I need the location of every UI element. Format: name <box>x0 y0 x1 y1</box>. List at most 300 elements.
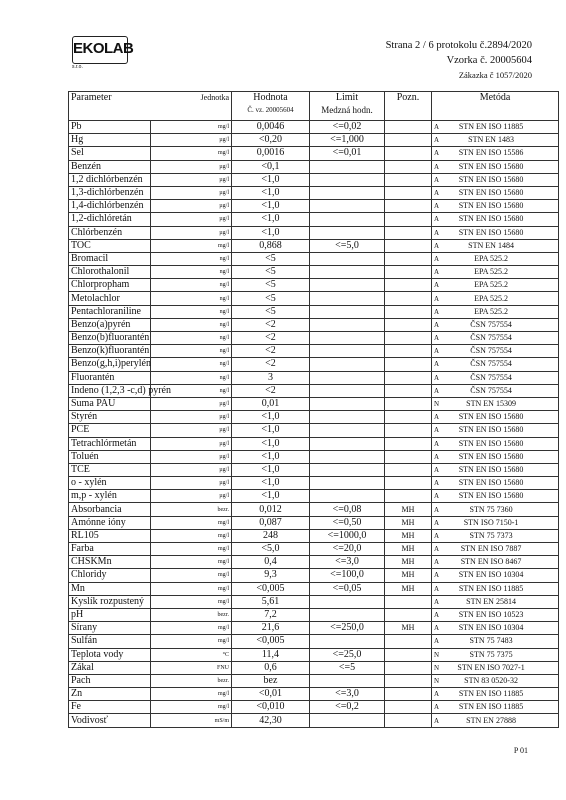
parameter-value: 5,61 <box>232 595 310 608</box>
parameter-limit <box>310 674 385 687</box>
header-unit: Jednotka <box>200 93 229 102</box>
table-row <box>69 397 559 410</box>
parameter-method-cell <box>432 543 559 556</box>
parameter-note <box>385 384 432 397</box>
parameter-note <box>385 701 432 714</box>
parameter-limit <box>310 226 385 239</box>
header-value <box>232 92 310 121</box>
parameter-note <box>385 305 432 318</box>
parameter-note: MH <box>385 529 432 542</box>
parameter-note <box>385 648 432 661</box>
parameter-value: 9,3 <box>232 569 310 582</box>
parameter-method: STN EN ISO 10304 <box>458 570 524 580</box>
parameter-value: <1,0 <box>232 424 310 437</box>
parameter-name: Bromacil <box>69 252 151 265</box>
parameter-note <box>385 477 432 490</box>
parameter-limit: <=250,0 <box>310 622 385 635</box>
parameter-value: <1,0 <box>232 173 310 186</box>
parameter-method-cell <box>432 397 559 410</box>
parameter-note <box>385 318 432 331</box>
company-logo-subtitle: s.r.o. <box>72 64 83 70</box>
accreditation-flag: A <box>434 268 440 277</box>
parameter-name: RL105 <box>69 529 151 542</box>
accreditation-flag: A <box>434 545 440 554</box>
parameter-method-cell <box>432 186 559 199</box>
parameter-method: ČSN 757554 <box>470 333 512 343</box>
parameter-method: STN EN ISO 7027-1 <box>457 662 525 672</box>
table-header-row <box>69 92 559 121</box>
parameter-note <box>385 266 432 279</box>
parameter-unit: ng/l <box>150 266 232 279</box>
parameter-note <box>385 160 432 173</box>
parameter-method: STN 75 7483 <box>469 636 513 646</box>
header-parameter: Parameter <box>71 92 112 103</box>
parameter-name: 1,4-dichlórbenzén <box>69 200 151 213</box>
parameter-name: TCE <box>69 463 151 476</box>
accreditation-flag: A <box>434 716 440 725</box>
parameter-method-cell <box>432 173 559 186</box>
table-row <box>69 622 559 635</box>
accreditation-flag: A <box>434 202 440 211</box>
parameter-name: Vodivosť <box>69 714 151 727</box>
parameter-note <box>385 635 432 648</box>
accreditation-flag: A <box>434 241 440 250</box>
parameter-name: Toluén <box>69 450 151 463</box>
parameter-note <box>385 661 432 674</box>
parameter-method: ČSN 757554 <box>470 359 512 369</box>
parameter-value: <0,01 <box>232 688 310 701</box>
parameter-limit <box>310 266 385 279</box>
parameter-limit: <=25,0 <box>310 648 385 661</box>
parameter-name: Benzo(b)fluorantén <box>69 332 151 345</box>
parameter-limit: <=1,000 <box>310 134 385 147</box>
parameter-name: 1,3-dichlórbenzén <box>69 186 151 199</box>
table-row <box>69 279 559 292</box>
parameter-method: STN 75 7360 <box>469 504 513 514</box>
parameter-limit <box>310 450 385 463</box>
accreditation-flag: A <box>434 123 440 132</box>
parameter-note <box>385 147 432 160</box>
parameter-method: STN EN ISO 11885 <box>458 122 524 132</box>
parameter-limit: <=3,0 <box>310 688 385 701</box>
parameter-unit: mg/l <box>150 516 232 529</box>
accreditation-flag: A <box>434 320 440 329</box>
parameter-note: MH <box>385 503 432 516</box>
parameter-name: Zákal <box>69 661 151 674</box>
parameter-value: <0,20 <box>232 134 310 147</box>
parameter-limit <box>310 292 385 305</box>
parameter-method: STN EN ISO 11885 <box>458 583 524 593</box>
parameter-limit <box>310 397 385 410</box>
table-row <box>69 608 559 621</box>
parameter-limit: <=20,0 <box>310 543 385 556</box>
parameter-name: Chlorothalonil <box>69 266 151 279</box>
parameter-method: STN EN ISO 15680 <box>458 201 524 211</box>
accreditation-flag: A <box>434 584 440 593</box>
parameter-limit <box>310 279 385 292</box>
parameter-name: Benzo(a)pyrén <box>69 318 151 331</box>
accreditation-flag: A <box>434 334 440 343</box>
parameter-name: Sírany <box>69 622 151 635</box>
table-row <box>69 529 559 542</box>
parameter-value: bez <box>232 674 310 687</box>
parameter-unit: ng/l <box>150 371 232 384</box>
parameter-method: STN EN ISO 15586 <box>458 148 524 158</box>
table-row <box>69 569 559 582</box>
header-limit-label: Limit <box>335 92 359 103</box>
parameter-value: <5 <box>232 305 310 318</box>
parameter-value: 0,868 <box>232 239 310 252</box>
parameter-unit: mg/l <box>150 582 232 595</box>
parameter-method: STN EN ISO 11885 <box>458 689 524 699</box>
table-row <box>69 701 559 714</box>
parameter-unit: mg/l <box>150 595 232 608</box>
table-row <box>69 450 559 463</box>
parameter-method-cell <box>432 556 559 569</box>
parameter-name: Hg <box>69 134 151 147</box>
accreditation-flag: A <box>434 228 440 237</box>
parameter-unit: mg/l <box>150 529 232 542</box>
parameter-unit: ng/l <box>150 292 232 305</box>
order-number: Zákazka č 1057/2020 <box>458 70 532 80</box>
parameter-value: 11,4 <box>232 648 310 661</box>
parameter-method: ČSN 757554 <box>470 319 512 329</box>
parameter-method-cell <box>432 463 559 476</box>
parameter-method-cell <box>432 582 559 595</box>
parameter-name: Sulfán <box>69 635 151 648</box>
parameter-limit <box>310 411 385 424</box>
accreditation-flag: A <box>434 611 440 620</box>
table-row <box>69 714 559 727</box>
parameter-value: <2 <box>232 384 310 397</box>
parameter-limit <box>310 608 385 621</box>
parameter-limit: <=0,08 <box>310 503 385 516</box>
accreditation-flag: A <box>434 571 440 580</box>
parameter-method: STN EN 25814 <box>466 596 516 606</box>
parameter-limit <box>310 595 385 608</box>
parameter-unit: µg/l <box>150 226 232 239</box>
parameter-unit: mg/l <box>150 239 232 252</box>
parameter-unit: µg/l <box>150 200 232 213</box>
header-limit-sub: Medzná hodn. <box>321 105 373 115</box>
table-row <box>69 186 559 199</box>
table-row <box>69 463 559 476</box>
accreditation-flag: A <box>434 281 440 290</box>
parameter-note: MH <box>385 622 432 635</box>
parameter-method: STN EN ISO 15680 <box>458 174 524 184</box>
parameter-value: 21,6 <box>232 622 310 635</box>
parameter-limit <box>310 424 385 437</box>
table-row <box>69 345 559 358</box>
parameter-name: Pentachloraniline <box>69 305 151 318</box>
accreditation-flag: A <box>434 558 440 567</box>
table-row <box>69 358 559 371</box>
parameter-value: <1,0 <box>232 450 310 463</box>
parameter-method-cell <box>432 292 559 305</box>
parameter-value: <5 <box>232 266 310 279</box>
parameter-value: <1,0 <box>232 213 310 226</box>
parameter-value: <2 <box>232 358 310 371</box>
parameter-note <box>385 173 432 186</box>
parameter-unit: µg/l <box>150 477 232 490</box>
parameter-method: EPA 525.2 <box>474 293 509 303</box>
parameter-limit: <=100,0 <box>310 569 385 582</box>
parameter-limit <box>310 305 385 318</box>
parameter-note <box>385 252 432 265</box>
parameter-value: 248 <box>232 529 310 542</box>
parameter-name: Metolachlor <box>69 292 151 305</box>
parameter-method-cell <box>432 608 559 621</box>
parameter-name: CHSKMn <box>69 556 151 569</box>
parameter-limit <box>310 635 385 648</box>
accreditation-flag: A <box>434 465 440 474</box>
accreditation-flag: A <box>434 479 440 488</box>
parameter-name: 1,2 dichlórbenzén <box>69 173 151 186</box>
parameter-name: Mn <box>69 582 151 595</box>
parameter-name: TOC <box>69 239 151 252</box>
parameter-limit <box>310 437 385 450</box>
parameter-name: m,p - xylén <box>69 490 151 503</box>
parameter-limit <box>310 252 385 265</box>
accreditation-flag: A <box>434 189 440 198</box>
parameter-unit: mg/l <box>150 688 232 701</box>
parameter-unit: mg/l <box>150 701 232 714</box>
parameter-limit <box>310 463 385 476</box>
parameter-value: <1,0 <box>232 463 310 476</box>
parameter-note <box>385 186 432 199</box>
parameter-note <box>385 608 432 621</box>
parameter-value: 3 <box>232 371 310 384</box>
accreditation-flag: A <box>434 307 440 316</box>
table-row <box>69 582 559 595</box>
parameter-method-cell <box>432 688 559 701</box>
parameter-unit: mg/l <box>150 569 232 582</box>
parameter-method: ČSN 757554 <box>470 346 512 356</box>
parameter-name: Fe <box>69 701 151 714</box>
parameter-value: <1,0 <box>232 437 310 450</box>
header-limit <box>310 92 385 121</box>
parameter-method: STN EN ISO 15680 <box>458 438 524 448</box>
parameter-method: STN EN ISO 10304 <box>458 623 524 633</box>
parameter-limit <box>310 384 385 397</box>
parameter-name: Amónne ióny <box>69 516 151 529</box>
accreditation-flag: A <box>434 149 440 158</box>
parameter-note <box>385 450 432 463</box>
parameter-unit: bezr. <box>150 608 232 621</box>
parameter-value: <2 <box>232 345 310 358</box>
parameter-method-cell <box>432 279 559 292</box>
parameter-note <box>385 358 432 371</box>
company-logo: EKOLAB <box>72 36 128 64</box>
accreditation-flag: A <box>434 347 440 356</box>
parameter-value: <2 <box>232 318 310 331</box>
parameter-unit: µg/l <box>150 173 232 186</box>
table-row <box>69 200 559 213</box>
header-note: Pozn. <box>385 92 432 121</box>
parameter-method: ČSN 757554 <box>470 385 512 395</box>
parameter-name: Styrén <box>69 411 151 424</box>
parameter-limit <box>310 318 385 331</box>
parameter-limit <box>310 213 385 226</box>
parameter-unit: µg/l <box>150 160 232 173</box>
parameter-name: Absorbancia <box>69 503 151 516</box>
parameter-method: STN 75 7373 <box>469 530 513 540</box>
parameter-method: EPA 525.2 <box>474 306 509 316</box>
parameter-method-cell <box>432 252 559 265</box>
accreditation-flag: A <box>434 254 440 263</box>
parameter-unit: µg/l <box>150 397 232 410</box>
parameter-unit: µg/l <box>150 424 232 437</box>
table-row <box>69 332 559 345</box>
parameter-method: STN EN ISO 15680 <box>458 451 524 461</box>
table-row <box>69 477 559 490</box>
table-row <box>69 384 559 397</box>
parameter-note <box>385 226 432 239</box>
table-row <box>69 516 559 529</box>
table-row <box>69 543 559 556</box>
parameter-value: 0,4 <box>232 556 310 569</box>
parameter-note <box>385 490 432 503</box>
parameter-method-cell <box>432 371 559 384</box>
parameter-limit: <=5 <box>310 661 385 674</box>
parameter-method-cell <box>432 503 559 516</box>
parameter-value: <1,0 <box>232 226 310 239</box>
parameter-limit <box>310 160 385 173</box>
table-row <box>69 226 559 239</box>
parameter-note <box>385 200 432 213</box>
accreditation-flag: A <box>434 518 440 527</box>
parameter-method-cell <box>432 200 559 213</box>
parameter-name: PCE <box>69 424 151 437</box>
parameter-method-cell <box>432 134 559 147</box>
parameter-limit <box>310 714 385 727</box>
parameter-limit: <=0,50 <box>310 516 385 529</box>
parameter-unit: bezr. <box>150 674 232 687</box>
sample-number: Vzorka č. 20005604 <box>446 55 532 66</box>
parameter-note <box>385 674 432 687</box>
parameter-method: STN EN ISO 8467 <box>460 557 522 567</box>
parameter-method: STN EN ISO 15680 <box>458 214 524 224</box>
parameter-unit: µg/l <box>150 463 232 476</box>
accreditation-flag: A <box>434 452 440 461</box>
parameter-value: 0,087 <box>232 516 310 529</box>
parameter-name: Teplota vody <box>69 648 151 661</box>
table-row <box>69 173 559 186</box>
parameter-limit <box>310 490 385 503</box>
accreditation-flag: A <box>434 386 440 395</box>
parameter-note <box>385 121 432 134</box>
parameter-method: STN EN ISO 15680 <box>458 478 524 488</box>
parameter-name: Benzo(g,h,i)perylén <box>69 358 151 371</box>
parameter-note <box>385 213 432 226</box>
parameter-value: <1,0 <box>232 477 310 490</box>
parameter-unit: µg/l <box>150 134 232 147</box>
parameter-unit: µg/l <box>150 490 232 503</box>
parameter-method: EPA 525.2 <box>474 267 509 277</box>
parameter-note <box>385 595 432 608</box>
page-indicator: Strana 2 / 6 protokolu č.2894/2020 <box>385 40 532 51</box>
parameter-name: 1,2-dichlóretán <box>69 213 151 226</box>
parameter-note <box>385 424 432 437</box>
parameter-method-cell <box>432 569 559 582</box>
parameter-unit: ng/l <box>150 384 232 397</box>
parameter-note <box>385 463 432 476</box>
parameter-value: <2 <box>232 332 310 345</box>
parameter-name: Benzo(k)fluorantén <box>69 345 151 358</box>
parameter-note <box>385 345 432 358</box>
parameter-unit: mg/l <box>150 635 232 648</box>
table-row <box>69 674 559 687</box>
parameter-note: MH <box>385 569 432 582</box>
parameter-name: Chloridy <box>69 569 151 582</box>
results-body <box>69 121 559 728</box>
parameter-method-cell <box>432 477 559 490</box>
accreditation-flag: A <box>434 624 440 633</box>
parameter-limit <box>310 332 385 345</box>
parameter-method: STN EN ISO 15680 <box>458 412 524 422</box>
parameter-limit <box>310 371 385 384</box>
accreditation-flag: A <box>434 703 440 712</box>
parameter-name: Kyslík rozpustený <box>69 595 151 608</box>
parameter-note <box>385 397 432 410</box>
header-parameter-unit <box>69 92 232 121</box>
table-row <box>69 121 559 134</box>
parameter-limit: <=0,2 <box>310 701 385 714</box>
table-row <box>69 411 559 424</box>
parameter-value: <5 <box>232 292 310 305</box>
parameter-unit: µg/l <box>150 186 232 199</box>
parameter-unit: °C <box>150 648 232 661</box>
parameter-method: STN 83 0520-32 <box>464 675 518 685</box>
table-row <box>69 305 559 318</box>
parameter-method: STN EN ISO 15680 <box>458 491 524 501</box>
table-row <box>69 424 559 437</box>
header-value-label: Hodnota <box>253 92 288 103</box>
table-row <box>69 266 559 279</box>
parameter-name: Chlorpropham <box>69 279 151 292</box>
parameter-unit: mg/l <box>150 121 232 134</box>
parameter-unit: µg/l <box>150 411 232 424</box>
accreditation-flag: A <box>434 637 440 646</box>
table-row <box>69 147 559 160</box>
parameter-method-cell <box>432 239 559 252</box>
parameter-method: STN EN 1484 <box>468 240 514 250</box>
parameter-method-cell <box>432 411 559 424</box>
parameter-note: MH <box>385 556 432 569</box>
parameter-limit: <=3,0 <box>310 556 385 569</box>
table-row <box>69 292 559 305</box>
parameter-note <box>385 332 432 345</box>
accreditation-flag: A <box>434 505 440 514</box>
parameter-method: EPA 525.2 <box>474 280 509 290</box>
table-row <box>69 688 559 701</box>
parameter-value: <1,0 <box>232 411 310 424</box>
parameter-method: STN EN ISO 10523 <box>458 610 524 620</box>
results-table <box>68 91 559 728</box>
accreditation-flag: N <box>434 676 440 685</box>
table-row <box>69 213 559 226</box>
parameter-note <box>385 714 432 727</box>
parameter-method-cell <box>432 661 559 674</box>
parameter-limit <box>310 173 385 186</box>
table-row <box>69 635 559 648</box>
accreditation-flag: A <box>434 531 440 540</box>
accreditation-flag: A <box>434 175 440 184</box>
parameter-method: EPA 525.2 <box>474 253 509 263</box>
parameter-method-cell <box>432 358 559 371</box>
parameter-method-cell <box>432 490 559 503</box>
accreditation-flag: A <box>434 215 440 224</box>
